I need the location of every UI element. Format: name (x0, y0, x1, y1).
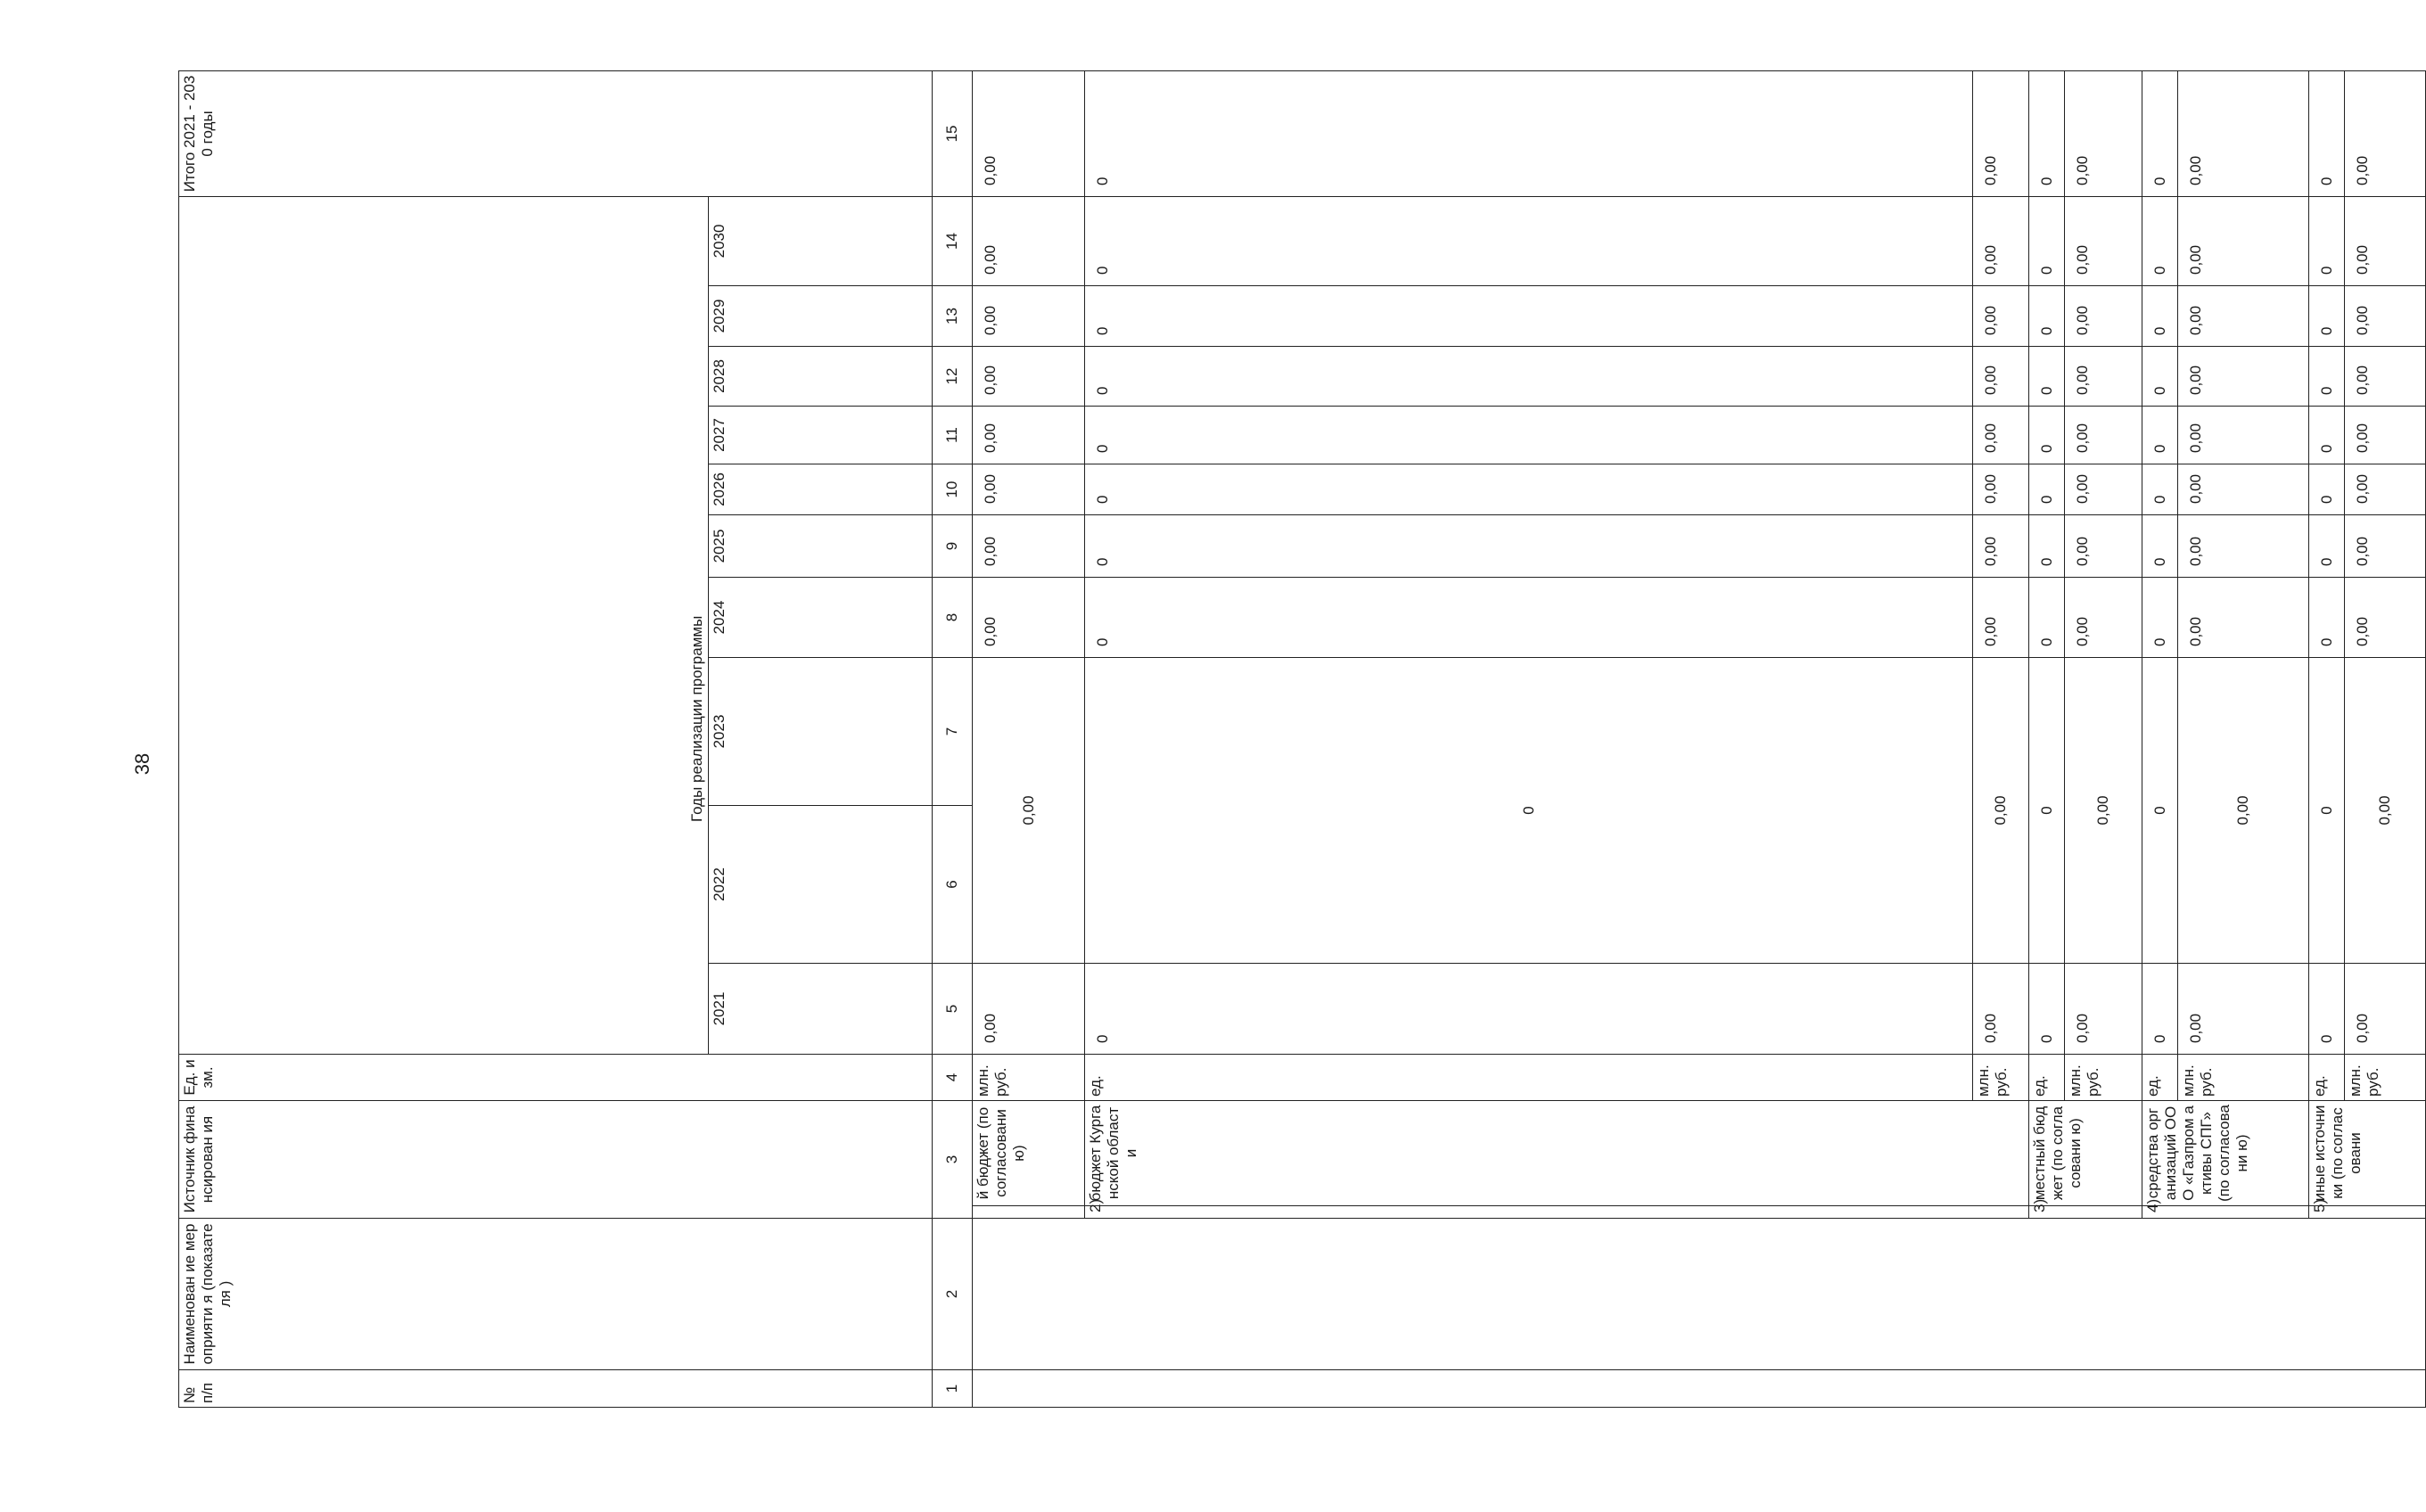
header-year-2023: 2023 (708, 658, 932, 806)
value-2029: 0 (2309, 286, 2345, 347)
value-2027: 0,00 (2345, 407, 2426, 464)
column-number-row (933, 70, 973, 1407)
unit-cell: млн. руб. (973, 1055, 1085, 1101)
value-2028: 0 (1085, 347, 1973, 407)
value-2021: 0 (2142, 964, 2178, 1055)
value-2022-2023: 0,00 (1973, 658, 2029, 964)
value-2027: 0,00 (2065, 407, 2142, 464)
unit-cell: млн. руб. (2065, 1055, 2142, 1101)
value-2030: 0,00 (973, 196, 1085, 285)
rotated-table-container (178, 75, 2393, 1408)
value-2025: 0,00 (973, 515, 1085, 578)
value-2022-2023: 0 (2029, 658, 2065, 964)
value-2021: 0,00 (2065, 964, 2142, 1055)
value-2027: 0 (2309, 407, 2345, 464)
value-2030: 0,00 (2345, 196, 2426, 285)
value-2030: 0,00 (2065, 196, 2142, 285)
value-2029: 0,00 (973, 286, 1085, 347)
value-2030: 0 (2142, 196, 2178, 285)
value-2021: 0,00 (2178, 964, 2309, 1055)
value-2029: 0,00 (2065, 286, 2142, 347)
column-number: 1 (933, 1370, 973, 1408)
column-number: 8 (933, 578, 973, 658)
value-2026: 0,00 (973, 464, 1085, 515)
value-2022-2023: 0,00 (2065, 658, 2142, 964)
table-row (2029, 70, 2065, 1407)
column-number: 4 (933, 1055, 973, 1101)
table-row (2309, 70, 2345, 1407)
column-number: 9 (933, 515, 973, 578)
table-row (1085, 70, 1973, 1407)
value-2022-2023: 0,00 (2345, 658, 2426, 964)
value-total: 0 (2029, 70, 2065, 196)
column-number: 12 (933, 347, 973, 407)
column-number: 13 (933, 286, 973, 347)
header-year-2024: 2024 (708, 578, 932, 658)
financing-source: местный бюджет (по согласовани ю) (2029, 1101, 2142, 1206)
value-2022-2023: 0 (2309, 658, 2345, 964)
value-total: 0,00 (973, 70, 1085, 196)
value-total: 0 (1085, 70, 1973, 196)
value-2028: 0,00 (2345, 347, 2426, 407)
value-2022-2023: 0 (2142, 658, 2178, 964)
financing-table (178, 70, 2426, 1408)
column-number: 3 (933, 1101, 973, 1219)
value-total: 0 (2309, 70, 2345, 196)
value-2030: 0 (2309, 196, 2345, 285)
value-2027: 0,00 (2178, 407, 2309, 464)
header-col-num: № п/п (179, 1370, 933, 1408)
header-col-total: Итого 2021 - 2030 годы (179, 70, 933, 196)
value-2028: 0,00 (2065, 347, 2142, 407)
value-2028: 0,00 (1973, 347, 2029, 407)
column-number: 7 (933, 658, 973, 806)
value-2029: 0 (1085, 286, 1973, 347)
value-2029: 0,00 (1973, 286, 2029, 347)
unit-cell: ед. (2309, 1055, 2345, 1101)
value-2030: 0,00 (2178, 196, 2309, 285)
header-row-top (179, 70, 709, 1407)
value-2025: 0,00 (1973, 515, 2029, 578)
cell-name (973, 1219, 2426, 1370)
value-2027: 0,00 (1973, 407, 2029, 464)
value-2024: 0 (2142, 578, 2178, 658)
header-year-2026: 2026 (708, 464, 932, 515)
financing-source: иные источники (по согласовани (2309, 1101, 2426, 1206)
value-2029: 0 (2142, 286, 2178, 347)
value-2021: 0,00 (2345, 964, 2426, 1055)
value-2026: 0,00 (2345, 464, 2426, 515)
row-marker: 5) (2309, 1206, 2426, 1219)
value-2024: 0,00 (2345, 578, 2426, 658)
value-2026: 0 (2309, 464, 2345, 515)
unit-cell: ед. (1085, 1055, 1973, 1101)
value-2025: 0 (2309, 515, 2345, 578)
value-2029: 0 (2029, 286, 2065, 347)
value-2026: 0,00 (1973, 464, 2029, 515)
value-total: 0 (2142, 70, 2178, 196)
table-row (2142, 70, 2178, 1407)
value-2025: 0,00 (2345, 515, 2426, 578)
header-year-2022: 2022 (708, 806, 932, 964)
column-number: 2 (933, 1219, 973, 1370)
value-2030: 0 (2029, 196, 2065, 285)
unit-cell: ед. (2029, 1055, 2065, 1101)
column-number: 11 (933, 407, 973, 464)
value-2022-2023: 0,00 (2178, 658, 2309, 964)
value-2026: 0 (2029, 464, 2065, 515)
unit-cell: млн. руб. (1973, 1055, 2029, 1101)
unit-cell: ед. (2142, 1055, 2178, 1101)
value-2025: 0,00 (2178, 515, 2309, 578)
page-number: 38 (131, 752, 153, 776)
value-2021: 0,00 (1973, 964, 2029, 1055)
table-row (973, 70, 1085, 1407)
value-2028: 0 (2309, 347, 2345, 407)
value-2030: 0 (1085, 196, 1973, 285)
value-2030: 0,00 (1973, 196, 2029, 285)
header-year-2025: 2025 (708, 515, 932, 578)
value-2021: 0,00 (973, 964, 1085, 1055)
value-2024: 0,00 (1973, 578, 2029, 658)
value-2028: 0,00 (973, 347, 1085, 407)
cell-num (973, 1370, 2426, 1408)
row-marker: 2) (1085, 1206, 2029, 1219)
header-year-2027: 2027 (708, 407, 932, 464)
value-2024: 0,00 (973, 578, 1085, 658)
value-2026: 0,00 (2178, 464, 2309, 515)
header-col-name: Наименован ие мероприяти я (показателя ) (179, 1219, 933, 1370)
value-2027: 0 (1085, 407, 1973, 464)
column-number: 5 (933, 964, 973, 1055)
row-marker (973, 1206, 1085, 1219)
unit-cell: млн. руб. (2178, 1055, 2309, 1101)
header-col-unit: Ед. изм. (179, 1055, 933, 1101)
column-number: 6 (933, 806, 973, 964)
value-2025: 0 (1085, 515, 1973, 578)
column-number: 10 (933, 464, 973, 515)
financing-source: средства организаций ООО «Газпром активы СПГ» (по согласовани ю) (2142, 1101, 2309, 1206)
value-2028: 0 (2142, 347, 2178, 407)
value-2021: 0 (2029, 964, 2065, 1055)
header-year-2028: 2028 (708, 347, 932, 407)
value-2024: 0 (1085, 578, 1973, 658)
header-year-2021: 2021 (708, 964, 932, 1055)
value-2029: 0,00 (2178, 286, 2309, 347)
header-col-source: Источник финансирован ия (179, 1101, 933, 1219)
value-2024: 0,00 (2065, 578, 2142, 658)
value-2027: 0 (2142, 407, 2178, 464)
value-2025: 0 (2142, 515, 2178, 578)
row-marker: 4) (2142, 1206, 2309, 1219)
value-2028: 0 (2029, 347, 2065, 407)
value-2025: 0 (2029, 515, 2065, 578)
value-2024: 0 (2309, 578, 2345, 658)
value-2027: 0,00 (973, 407, 1085, 464)
header-years-group: Годы реализации программы (179, 196, 709, 1054)
header-year-2029: 2029 (708, 286, 932, 347)
value-total: 0,00 (2178, 70, 2309, 196)
value-2021: 0 (2309, 964, 2345, 1055)
financing-source: бюджет Курганской области (1085, 1101, 2029, 1206)
row-marker: 3) (2029, 1206, 2142, 1219)
value-2024: 0 (2029, 578, 2065, 658)
value-2022-2023: 0,00 (973, 658, 1085, 964)
value-total: 0,00 (2345, 70, 2426, 196)
value-2026: 0 (2142, 464, 2178, 515)
value-2029: 0,00 (2345, 286, 2426, 347)
financing-source: й бюджет (по согласовани ю) (973, 1101, 1085, 1206)
value-2025: 0,00 (2065, 515, 2142, 578)
column-number: 14 (933, 196, 973, 285)
value-total: 0,00 (2065, 70, 2142, 196)
value-2028: 0,00 (2178, 347, 2309, 407)
value-2022-2023: 0 (1085, 658, 1973, 964)
value-2021: 0 (1085, 964, 1973, 1055)
value-2026: 0,00 (2065, 464, 2142, 515)
column-number: 15 (933, 70, 973, 196)
value-total: 0,00 (1973, 70, 2029, 196)
unit-cell: млн. руб. (2345, 1055, 2426, 1101)
value-2026: 0 (1085, 464, 1973, 515)
value-2024: 0,00 (2178, 578, 2309, 658)
header-year-2030: 2030 (708, 196, 932, 285)
value-2027: 0 (2029, 407, 2065, 464)
